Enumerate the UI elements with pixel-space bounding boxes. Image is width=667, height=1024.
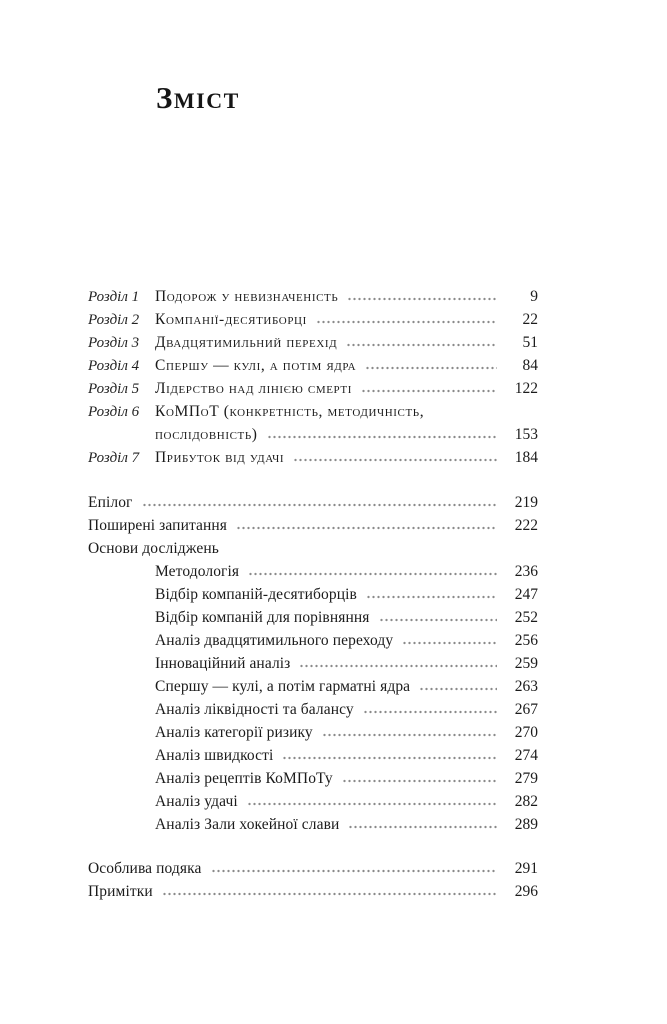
entry-title: Відбір компаній-десятиборців (155, 586, 357, 603)
back-matter-list (88, 494, 538, 839)
entry-title: Примітки (88, 883, 153, 900)
page-number: 153 (514, 426, 538, 443)
dot-leader (365, 366, 497, 370)
entry-title: Основи досліджень (88, 540, 219, 557)
toc-chapter-row (88, 311, 538, 334)
entry-title: Особлива подяка (88, 860, 202, 877)
toc-entry-row (88, 655, 538, 678)
dot-leader (142, 503, 497, 507)
dot-leader (419, 687, 497, 691)
page-number: 256 (514, 632, 538, 649)
toc-entry-row (88, 609, 538, 632)
page-number: 296 (514, 883, 538, 900)
page-number: 84 (522, 357, 538, 374)
entry-title: Аналіз рецептів КоМПоТу (155, 770, 333, 787)
entry-title: Аналіз категорії ризику (155, 724, 313, 741)
dot-leader (347, 297, 497, 301)
final-matter-list (88, 860, 538, 906)
chapter-label: Розділ 1 (88, 289, 140, 305)
toc-chapter-row (88, 357, 538, 380)
dot-leader (342, 779, 497, 783)
toc-entry-row (88, 816, 538, 839)
entry-title: Аналіз двадцятимильного переходу (155, 632, 394, 649)
entry-title: послідовність) (155, 426, 258, 443)
toc-entry-row (88, 793, 538, 816)
entry-title: Аналіз Зали хокейної слави (155, 816, 340, 833)
chapter-label: Розділ 6 (88, 404, 140, 420)
dot-leader (322, 733, 497, 737)
toc-chapter-row (88, 288, 538, 311)
entry-title: Прибуток від удачі (155, 449, 285, 466)
page-number: 222 (514, 517, 538, 534)
page-number: 9 (530, 288, 538, 305)
entry-title: Епілог (88, 494, 133, 511)
toc-entry-row (88, 540, 538, 563)
toc-entry-row (88, 860, 538, 883)
toc-entry-row (88, 517, 538, 540)
toc-entry-row (88, 563, 538, 586)
page-number: 51 (522, 334, 538, 351)
dot-leader (282, 756, 497, 760)
dot-leader (379, 618, 498, 622)
dot-leader (211, 869, 497, 873)
page-number: 267 (514, 701, 538, 718)
entry-title: Лідерство над лінією смерті (155, 380, 352, 397)
page-number: 289 (514, 816, 538, 833)
entry-title: Методологія (155, 563, 240, 580)
entry-title: Подорож у невизначеність (155, 288, 339, 305)
entry-title: Аналіз удачі (155, 793, 238, 810)
toc-entry-row (88, 747, 538, 770)
chapter-label: Розділ 5 (88, 381, 140, 397)
entry-title: Спершу — кулі, а потім ядра (155, 357, 357, 374)
toc-chapter-row-continued (88, 426, 538, 449)
dot-leader (346, 343, 497, 347)
dot-leader (316, 320, 497, 324)
entry-title: Поширені запитання (88, 517, 228, 534)
page-title: Зміст (156, 80, 240, 115)
entry-title: Аналіз швидкості (155, 747, 274, 764)
entry-title: Відбір компаній для порівняння (155, 609, 370, 626)
chapter-list (88, 288, 538, 472)
page-number: 219 (514, 494, 538, 511)
toc-entry-row (88, 701, 538, 724)
page-number: 263 (514, 678, 538, 695)
toc-chapter-row (88, 449, 538, 472)
entry-title: Двадцятимильний перехід (155, 334, 338, 351)
toc-entry-row (88, 494, 538, 517)
page-number: 184 (514, 449, 538, 466)
entry-title: Компанії-десятиборці (155, 311, 307, 328)
dot-leader (299, 664, 497, 668)
dot-leader (361, 389, 497, 393)
page-number: 270 (514, 724, 538, 741)
entry-title: Інноваційний аналіз (155, 655, 291, 672)
page-number: 274 (514, 747, 538, 764)
page-number: 236 (514, 563, 538, 580)
page-number: 247 (514, 586, 538, 603)
dot-leader (366, 595, 497, 599)
chapter-label: Розділ 2 (88, 312, 140, 328)
dot-leader (247, 802, 497, 806)
chapter-label: Розділ 3 (88, 335, 140, 351)
dot-leader (363, 710, 497, 714)
chapter-label: Розділ 7 (88, 450, 140, 466)
page-number: 282 (514, 793, 538, 810)
toc-entry-row (88, 770, 538, 793)
toc-chapter-row (88, 403, 538, 426)
dot-leader (293, 458, 497, 462)
page-number: 279 (514, 770, 538, 787)
toc-entry-row (88, 883, 538, 906)
toc-chapter-row (88, 380, 538, 403)
chapter-label: Розділ 4 (88, 358, 140, 374)
toc-entry-row (88, 724, 538, 747)
dot-leader (162, 892, 497, 896)
toc-entry-row (88, 632, 538, 655)
page-number: 291 (514, 860, 538, 877)
entry-title: КоМПоТ (конкретність, методичність, (155, 403, 425, 420)
dot-leader (248, 572, 497, 576)
page-number: 259 (514, 655, 538, 672)
dot-leader (348, 825, 497, 829)
page-number: 122 (514, 380, 538, 397)
table-of-contents (88, 288, 538, 906)
dot-leader (402, 641, 497, 645)
dot-leader (236, 526, 497, 530)
toc-chapter-row (88, 334, 538, 357)
page-number: 252 (514, 609, 538, 626)
toc-entry-row (88, 678, 538, 701)
page-number: 22 (522, 311, 538, 328)
entry-title: Спершу — кулі, а потім гарматні ядра (155, 678, 411, 695)
dot-leader (267, 435, 497, 439)
entry-title: Аналіз ліквідності та балансу (155, 701, 354, 718)
toc-entry-row (88, 586, 538, 609)
